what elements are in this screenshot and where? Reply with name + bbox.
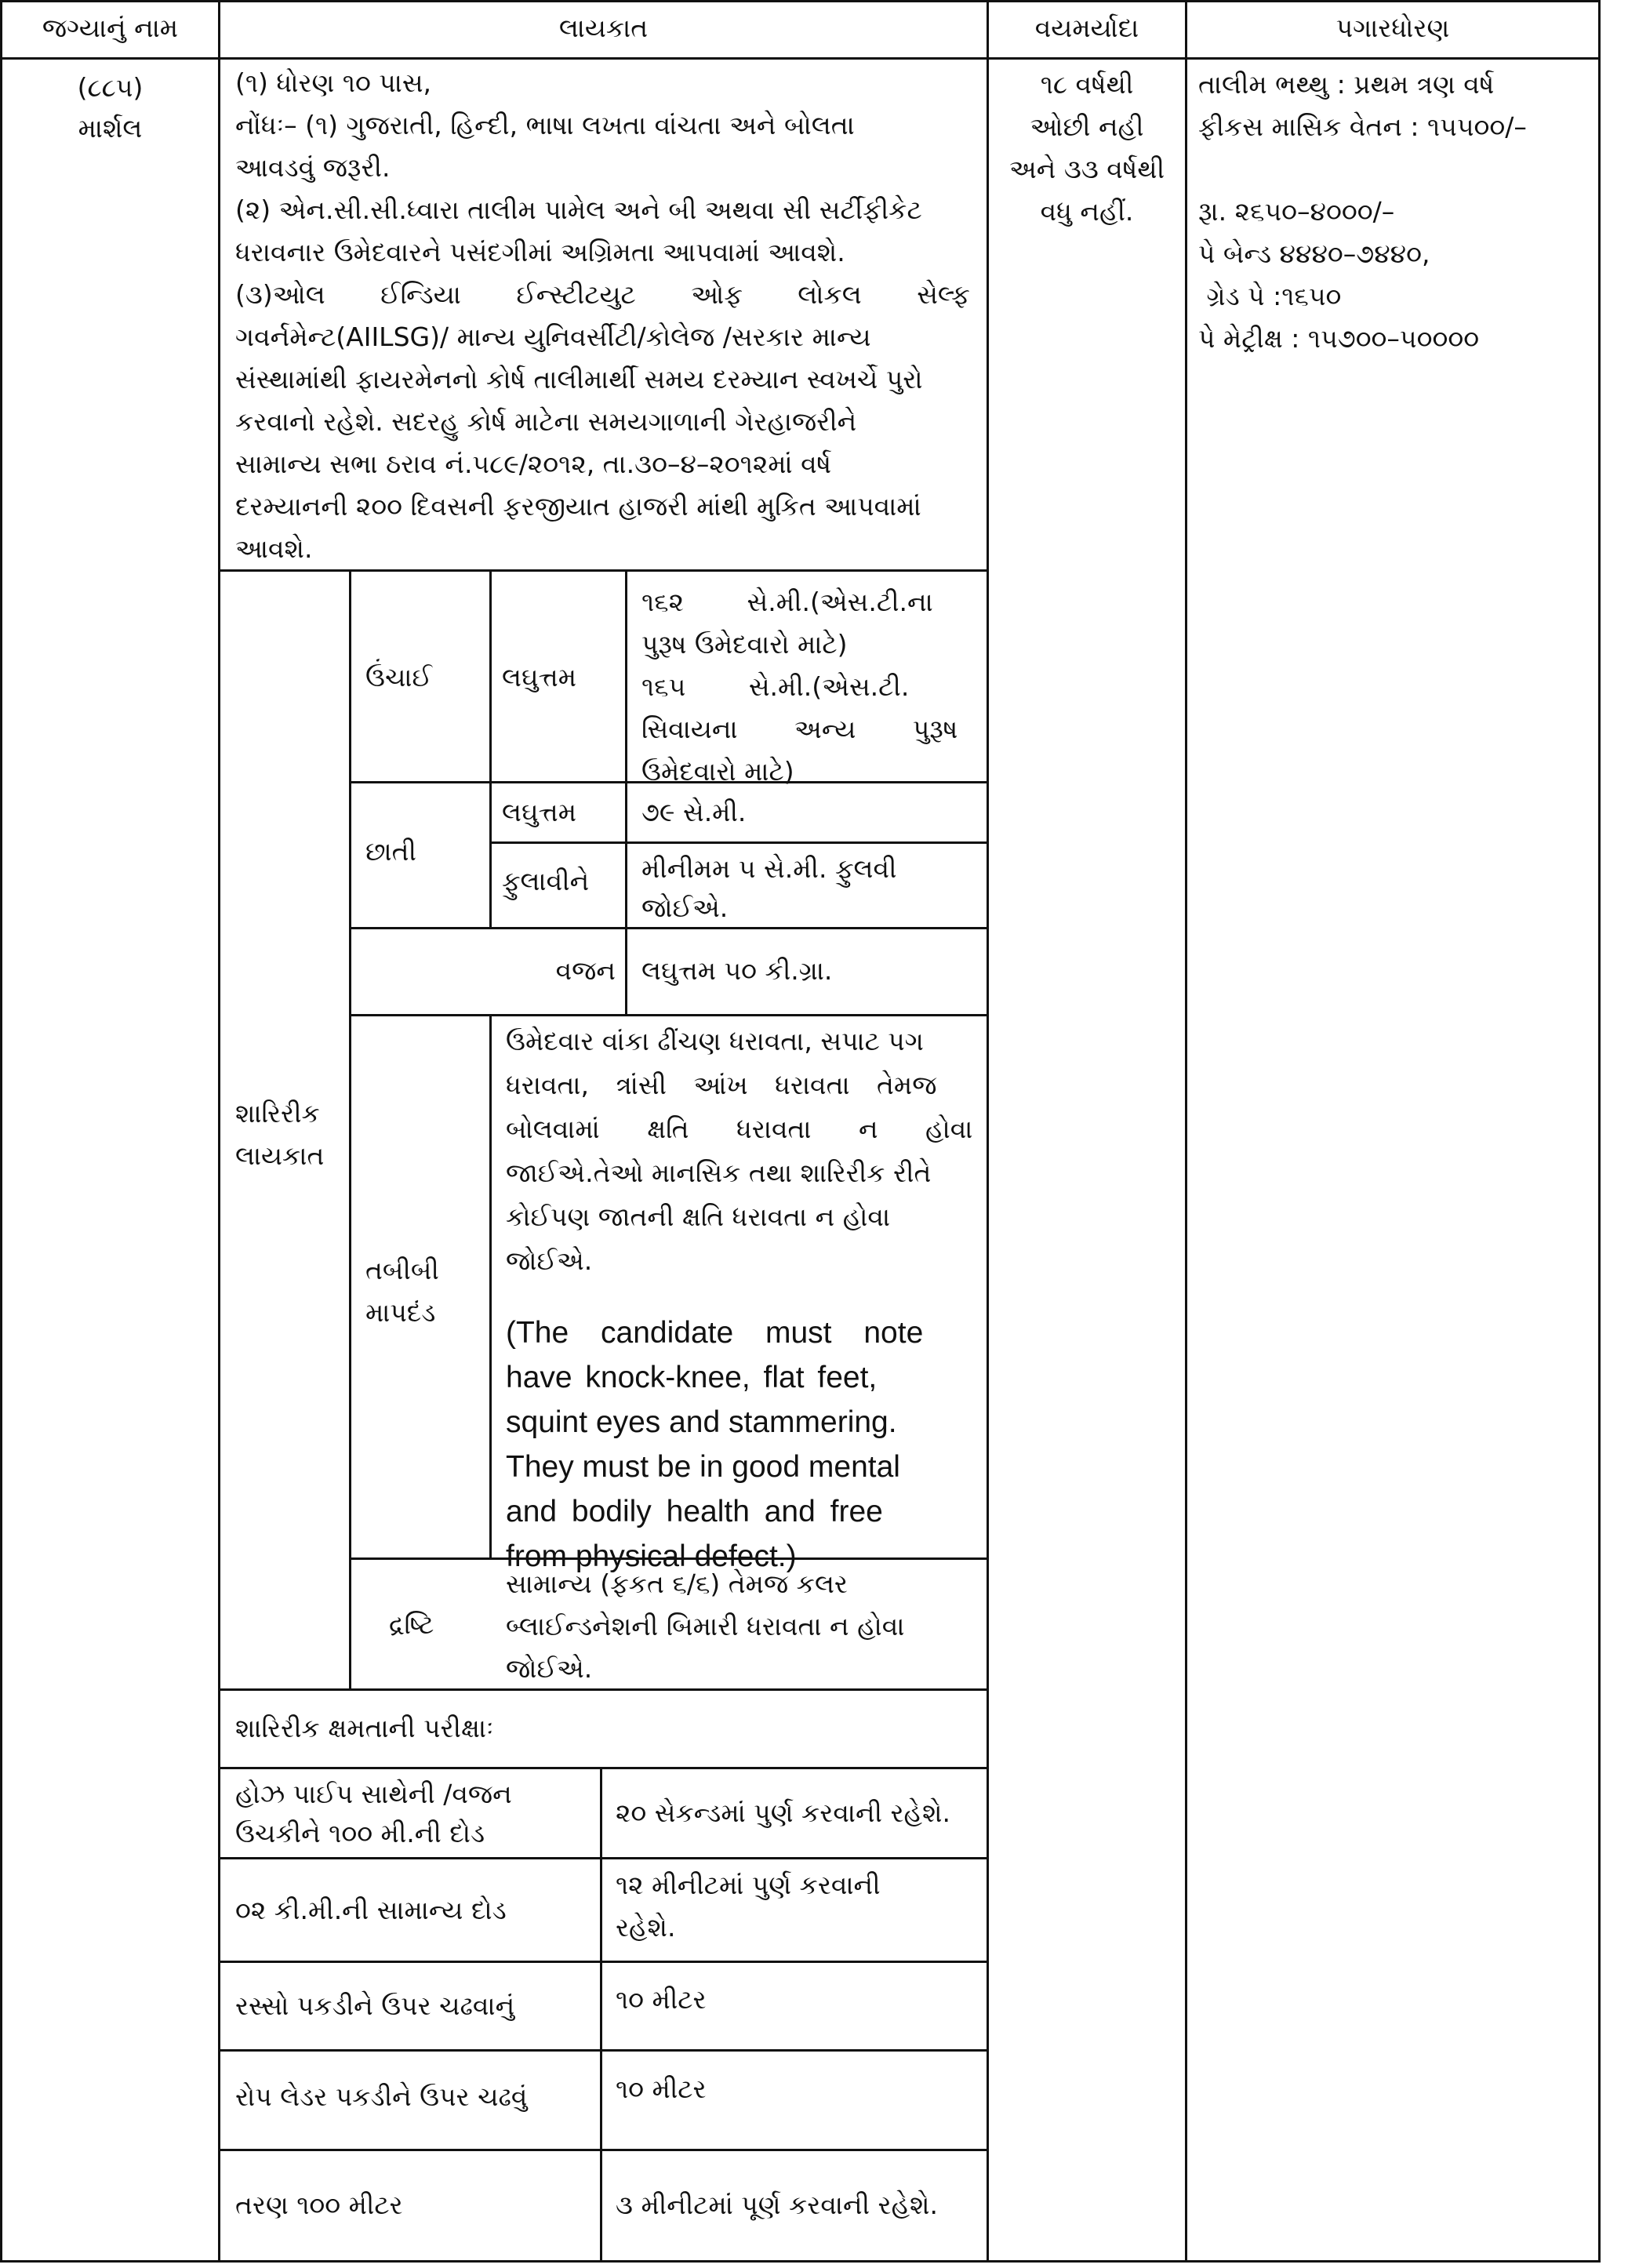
header-pay-scale: પગારધોરણ [1335, 13, 1450, 43]
age-line: અને ૩૩ વર્ષથી [1008, 154, 1165, 184]
grid-line [625, 569, 627, 927]
medical-english-line: They must be in good mental [506, 1450, 900, 1484]
fitness-test-name: તરણ ૧૦૦ મીટર [235, 2190, 403, 2220]
weight-label: વજન [555, 955, 616, 986]
qualification-line: (૨) એન.સી.સી.ધ્વારા તાલીમ પામેલ અને બી અથવા સી સર્ટીફીકેટ [235, 194, 922, 225]
grid-line [218, 1767, 989, 1769]
fitness-test-name: હોઝ પાઈપ સાથેની /વજન [235, 1779, 512, 1809]
grid-line [489, 1014, 492, 1560]
chest-min-label: લઘુત્તમ [502, 797, 577, 827]
grid-line [987, 0, 989, 2263]
fitness-test-result: ૧૦ મીટર [616, 2074, 707, 2104]
header-qualification: લાયકાત [558, 13, 649, 43]
chest-label: છાતી [365, 836, 416, 867]
pay-line: ફીકસ માસિક વેતન : ૧૫૫૦૦/– [1198, 111, 1527, 142]
pay-line: રૂા. ૨૬૫૦–૪૦૦૦/– [1198, 196, 1395, 227]
fitness-test-result: ૧૦ મીટર [616, 1984, 707, 2015]
grid-line [0, 2260, 1601, 2263]
fitness-test-result: ૨૦ સેકન્ડમાં પુર્ણ કરવાની રહેશે. [616, 1797, 950, 1828]
grid-line [1185, 0, 1187, 2263]
medical-english-line: have knock-knee, flat feet, [506, 1361, 878, 1394]
chest-min-value: ૭૯ સે.મી. [641, 797, 747, 827]
height-value-line: ઉમેદવારો માટે) [641, 756, 794, 787]
vision-line: સામાન્ય (ફકત ૬/૬) તેમજ કલર [506, 1568, 848, 1599]
medical-label: માપદંડ [365, 1297, 436, 1328]
medical-gujarati-line: કોઈપણ જાતની ક્ષતિ ધરાવતા ન હોવા [506, 1201, 891, 1232]
grid-line [625, 927, 627, 1014]
qualification-line: આવશે. [235, 533, 313, 564]
medical-english-line: (The candidate must note [506, 1316, 924, 1350]
medical-gujarati-line: જાઈએ.તેઓ માનસિક તથા શારિરીક રીતે [506, 1158, 932, 1188]
qualification-line: ગવર્નમેન્ટ(AIILSG)/ માન્ય યુનિવર્સીટી/કોલેજ /સરકાર માન્ય [235, 322, 871, 352]
age-line: વધુ નહીં. [1040, 196, 1134, 227]
pay-line: પે મેટ્રીક્ષ : ૧૫૭૦૦–૫૦૦૦૦ [1198, 323, 1480, 354]
medical-gujarati-line: ધરાવતા, ત્રાંસી આંખ ધરાવતા તેમજ [506, 1070, 937, 1100]
qualification-line: ધરાવનાર ઉમેદવારને પસંદગીમાં અગ્રિમતા આપવામાં આવશે. [235, 237, 845, 267]
grid-line [0, 0, 1601, 2]
medical-english-line: from physical defect.) [506, 1539, 797, 1573]
grid-line [349, 569, 351, 1691]
grid-line [218, 1961, 989, 1963]
pay-line: પે બેન્ડ ૪૪૪૦–૭૪૪૦, [1198, 238, 1430, 269]
fitness-test-result: ૩ મીનીટમાં પૂર્ણ કરવાની રહેશે. [616, 2190, 938, 2220]
height-value-line: સિવાયના અન્ય પુરૂષ [641, 714, 958, 744]
height-sub-label: લઘુત્તમ [502, 662, 577, 692]
age-line: ૧૮ વર્ષથી [1040, 69, 1134, 100]
medical-gujarati-line: બોલવામાં ક્ષતિ ધરાવતા ન હોવા [506, 1114, 973, 1144]
grid-line [489, 569, 492, 927]
height-label: ઉંચાઈ [365, 662, 432, 692]
header-age-limit: વયમર્યાદા [1034, 13, 1139, 43]
grid-line [1598, 0, 1601, 2263]
fitness-test-name: ઉચકીને ૧૦૦ મી.ની દોડ [235, 1818, 485, 1848]
vision-label: દ્રષ્ટિ [389, 1609, 434, 1640]
grid-line [0, 0, 2, 2263]
height-value-line: ૧૬૫ સે.મી.(એસ.ટી. [641, 671, 910, 702]
grid-line [218, 1857, 989, 1859]
qualification-line: સામાન્ય સભા ઠરાવ નં.૫૮૯/૨૦૧૨, તા.૩૦–૪–૨૦૧૨માં વર્ષ [235, 449, 832, 479]
qualification-line: સંસ્થામાંથી ફાયરમેનનો કોર્ષ તાલીમાર્થી સમય દરમ્યાન સ્વખર્ચે પુરો [235, 364, 923, 394]
vision-line: બ્લાઈન્ડનેશની બિમારી ધરાવતા ન હોવા [506, 1611, 905, 1641]
vision-line: જોઈએ. [506, 1653, 593, 1684]
grid-line [349, 1014, 989, 1016]
fitness-test-name: ૦૨ કી.મી.ની સામાન્ય દોડ [235, 1895, 507, 1925]
physical-label: લાયકાત [235, 1140, 325, 1171]
height-value-line: ૧૬૨ સે.મી.(એસ.ટી.ના [641, 587, 933, 617]
pay-line: તાલીમ ભથ્થુ : પ્રથમ ત્રણ વર્ષ [1198, 69, 1495, 100]
fitness-test-title: શારિરીક ક્ષમતાની પરીક્ષાઃ [235, 1713, 494, 1743]
grid-line [600, 1767, 602, 2263]
weight-value: લઘુત્તમ ૫૦ કી.ગ્રા. [641, 955, 833, 986]
post-number: (૮૮૫) [77, 72, 144, 103]
grid-line [0, 57, 1601, 60]
fitness-test-result: ૧૨ મીનીટમાં પુર્ણ કરવાની [616, 1870, 881, 1900]
chest-expand-label: ફુલાવીને [502, 866, 590, 896]
medical-english-line: squint eyes and stammering. [506, 1405, 897, 1439]
fitness-test-name: રોપ લેડર પકડીને ઉપર ચઢવું [235, 2081, 528, 2112]
chest-expand-value: જોઈએ. [641, 892, 729, 923]
grid-line [218, 0, 220, 2263]
medical-label: તબીબી [365, 1255, 439, 1285]
grid-line [489, 841, 989, 844]
height-value-line: પુરૂષ ઉમેદવારો માટે) [641, 629, 848, 660]
fitness-test-result: રહેશે. [616, 1912, 676, 1943]
fitness-test-name: રસ્સો પકડીને ઉપર ચઢવાનું [235, 1990, 515, 2021]
qualification-line: (૩)ઓલ ઈન્ડિયા ઈન્સ્ટીટયુટ ઓફ લોકલ સેલ્ફ [235, 279, 970, 310]
qualification-line: નોંધઃ– (૧) ગુજરાતી, હિન્દી, ભાષા લખતા વાંચતા અને બોલતા [235, 110, 855, 140]
qualification-line: (૧) ધોરણ ૧૦ પાસ, [235, 67, 432, 98]
chest-expand-value: મીનીમમ ૫ સે.મી. ફુલવી [641, 853, 897, 884]
age-line: ઓછી નહી [1030, 111, 1144, 142]
medical-english-line: and bodily health and free [506, 1495, 883, 1528]
qualification-line: આવડવું જરૂરી. [235, 152, 391, 183]
pay-line: ગ્રેડ પે :૧૬૫૦ [1198, 281, 1342, 311]
grid-line [218, 2149, 989, 2151]
grid-line [218, 2049, 989, 2052]
qualification-line: દરમ્યાનની ૨૦૦ દિવસની ફરજીયાત હાજરી માંથી મુકિત આપવામાં [235, 491, 921, 522]
medical-gujarati-line: જોઈએ. [506, 1245, 593, 1276]
header-post-name: જગ્યાનું નામ [42, 13, 179, 43]
qualification-line: કરવાનો રહેશે. સદરહુ કોર્ષ માટેના સમયગાળાની ગેરહાજરીને [235, 406, 857, 437]
post-title: માર્શલ [78, 113, 143, 144]
medical-gujarati-line: ઉમેદવાર વાંકા ઢીંચણ ધરાવતા, સપાટ પગ [506, 1026, 924, 1056]
physical-label: શારિરીક [235, 1098, 320, 1129]
